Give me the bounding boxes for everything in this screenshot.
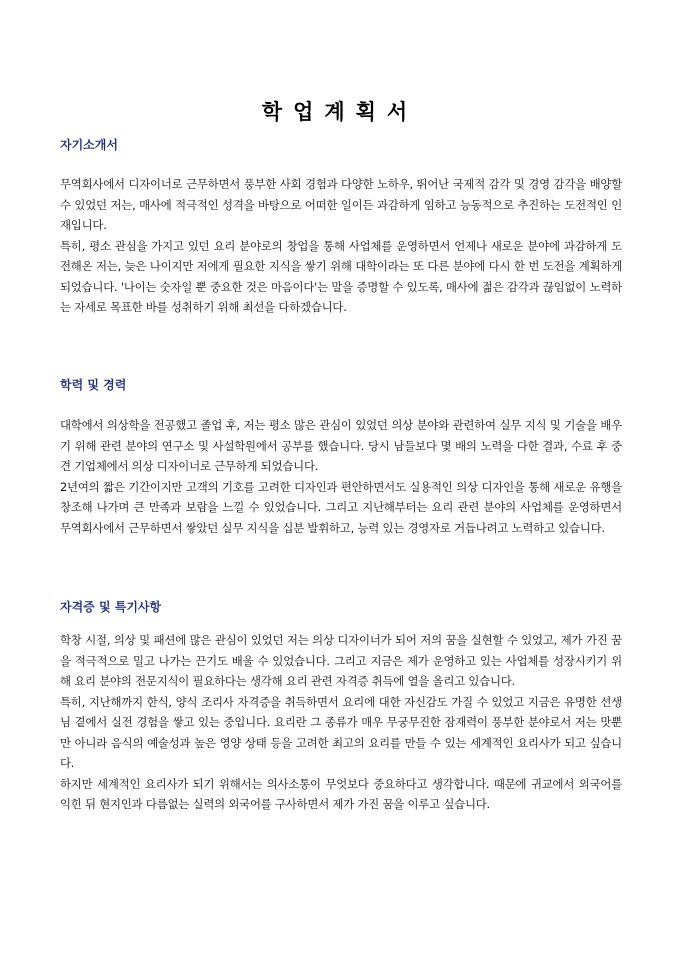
section-heading-certificates-specialties: 자격증 및 특기사항 xyxy=(60,600,162,614)
section-heading-self-introduction: 자기소개서 xyxy=(60,138,118,152)
paragraph: 학창 시절, 의상 및 패션에 많은 관심이 있었던 저는 의상 디자이너가 되어 저의 꿈을 실현할 수 있었고, 제가 가진 꿈을 적극적으로 밀고 나가는 끈기도 배울 수 있었습니다. 그리고 지금은 제가 운영하고 있는 사업체를 성장시키기 위해 요리 분야의 전문지식이 필요하다는 생각해 요리 관련 자격증 취득에 열을 올리고 있습니다. xyxy=(60,633,622,688)
section-body-self-introduction xyxy=(60,174,622,318)
section-body-education-career xyxy=(60,415,622,538)
paragraph: 대학에서 의상학을 전공했고 졸업 후, 저는 평소 많은 관심이 있었던 의상 분야와 관련하여 실무 지식 및 기술을 배우기 위해 관련 분야의 연구소 및 사설학원에서 공부를 했습니다. 당시 남들보다 몇 배의 노력을 다한 결과, 수료 후 중견 기업체에서 의상 디자이너로 근무하게 되었습니다. xyxy=(60,418,622,473)
paragraph: 2년여의 짧은 기간이지만 고객의 기호를 고려한 디자인과 편안하면서도 실용적인 의상 디자인을 통해 새로운 유행을 창조해 나가며 큰 만족과 보람을 느낄 수 있었습니다. 그리고 지난해부터는 요리 관련 분야의 사업체를 운영하면서 무역회사에서 근무하면서 쌓았던 실무 지식을 십분 발휘하고, 능력 있는 경영자로 거듭나려고 노력하고 있습니다. xyxy=(60,479,622,535)
section-heading-education-career: 학력 및 경력 xyxy=(60,378,127,392)
paragraph: 특히, 평소 관심을 가지고 있던 요리 분야로의 창업을 통해 사업체를 운영하면서 언제나 새로운 분야에 과감하게 도전해온 저는, 늦은 나이지만 저에게 필요한 지식을 쌓기 위해 대학이라는 또 다른 분야에 다시 한 번 도전을 계획하게 되었습니다. '나이는 숫자일 뿐 중요한 것은 마음이다'는 말을 증명할 수 있도록, 매사에 젊은 감각과 끊임없이 노력하는 자세로 목표한 바를 성취하기 위해 최선을 다하겠습니다. xyxy=(60,238,622,314)
paragraph: 하지만 세계적인 요리사가 되기 위해서는 의사소통이 무엇보다 중요하다고 생각합니다. 때문에 귀교에서 외국어를 익힌 뒤 현지인과 다름없는 실력의 외국어를 구사하면서 제가 가진 꿈을 이루고 싶습니다. xyxy=(60,776,622,811)
section-body-certificates-specialties xyxy=(60,630,622,815)
paragraph: 무역회사에서 디자이너로 근무하면서 풍부한 사회 경험과 다양한 노하우, 뛰어난 국제적 감각 및 경영 감각을 배양할 수 있었던 저는, 매사에 적극적인 성격을 바탕으로 어떠한 일이든 과감하게 임하고 능동적으로 추진하는 도전적인 인재입니다. xyxy=(60,177,622,232)
paragraph: 특히, 지난해까지 한식, 양식 조리사 자격증을 취득하면서 요리에 대한 자신감도 가질 수 있었고 지금은 유명한 선생님 곁에서 실전 경험을 쌓고 있는 중입니다. 요리란 그 종류가 매우 무궁무진한 잠재력이 풍부한 분야로서 저는 맛뿐만 아니라 음식의 예술성과 높은 영양 상태 등을 고려한 최고의 요리를 만들 수 있는 세계적인 요리사가 되고 싶습니다. xyxy=(60,694,622,770)
document-title: 학업계획서 xyxy=(261,99,419,125)
